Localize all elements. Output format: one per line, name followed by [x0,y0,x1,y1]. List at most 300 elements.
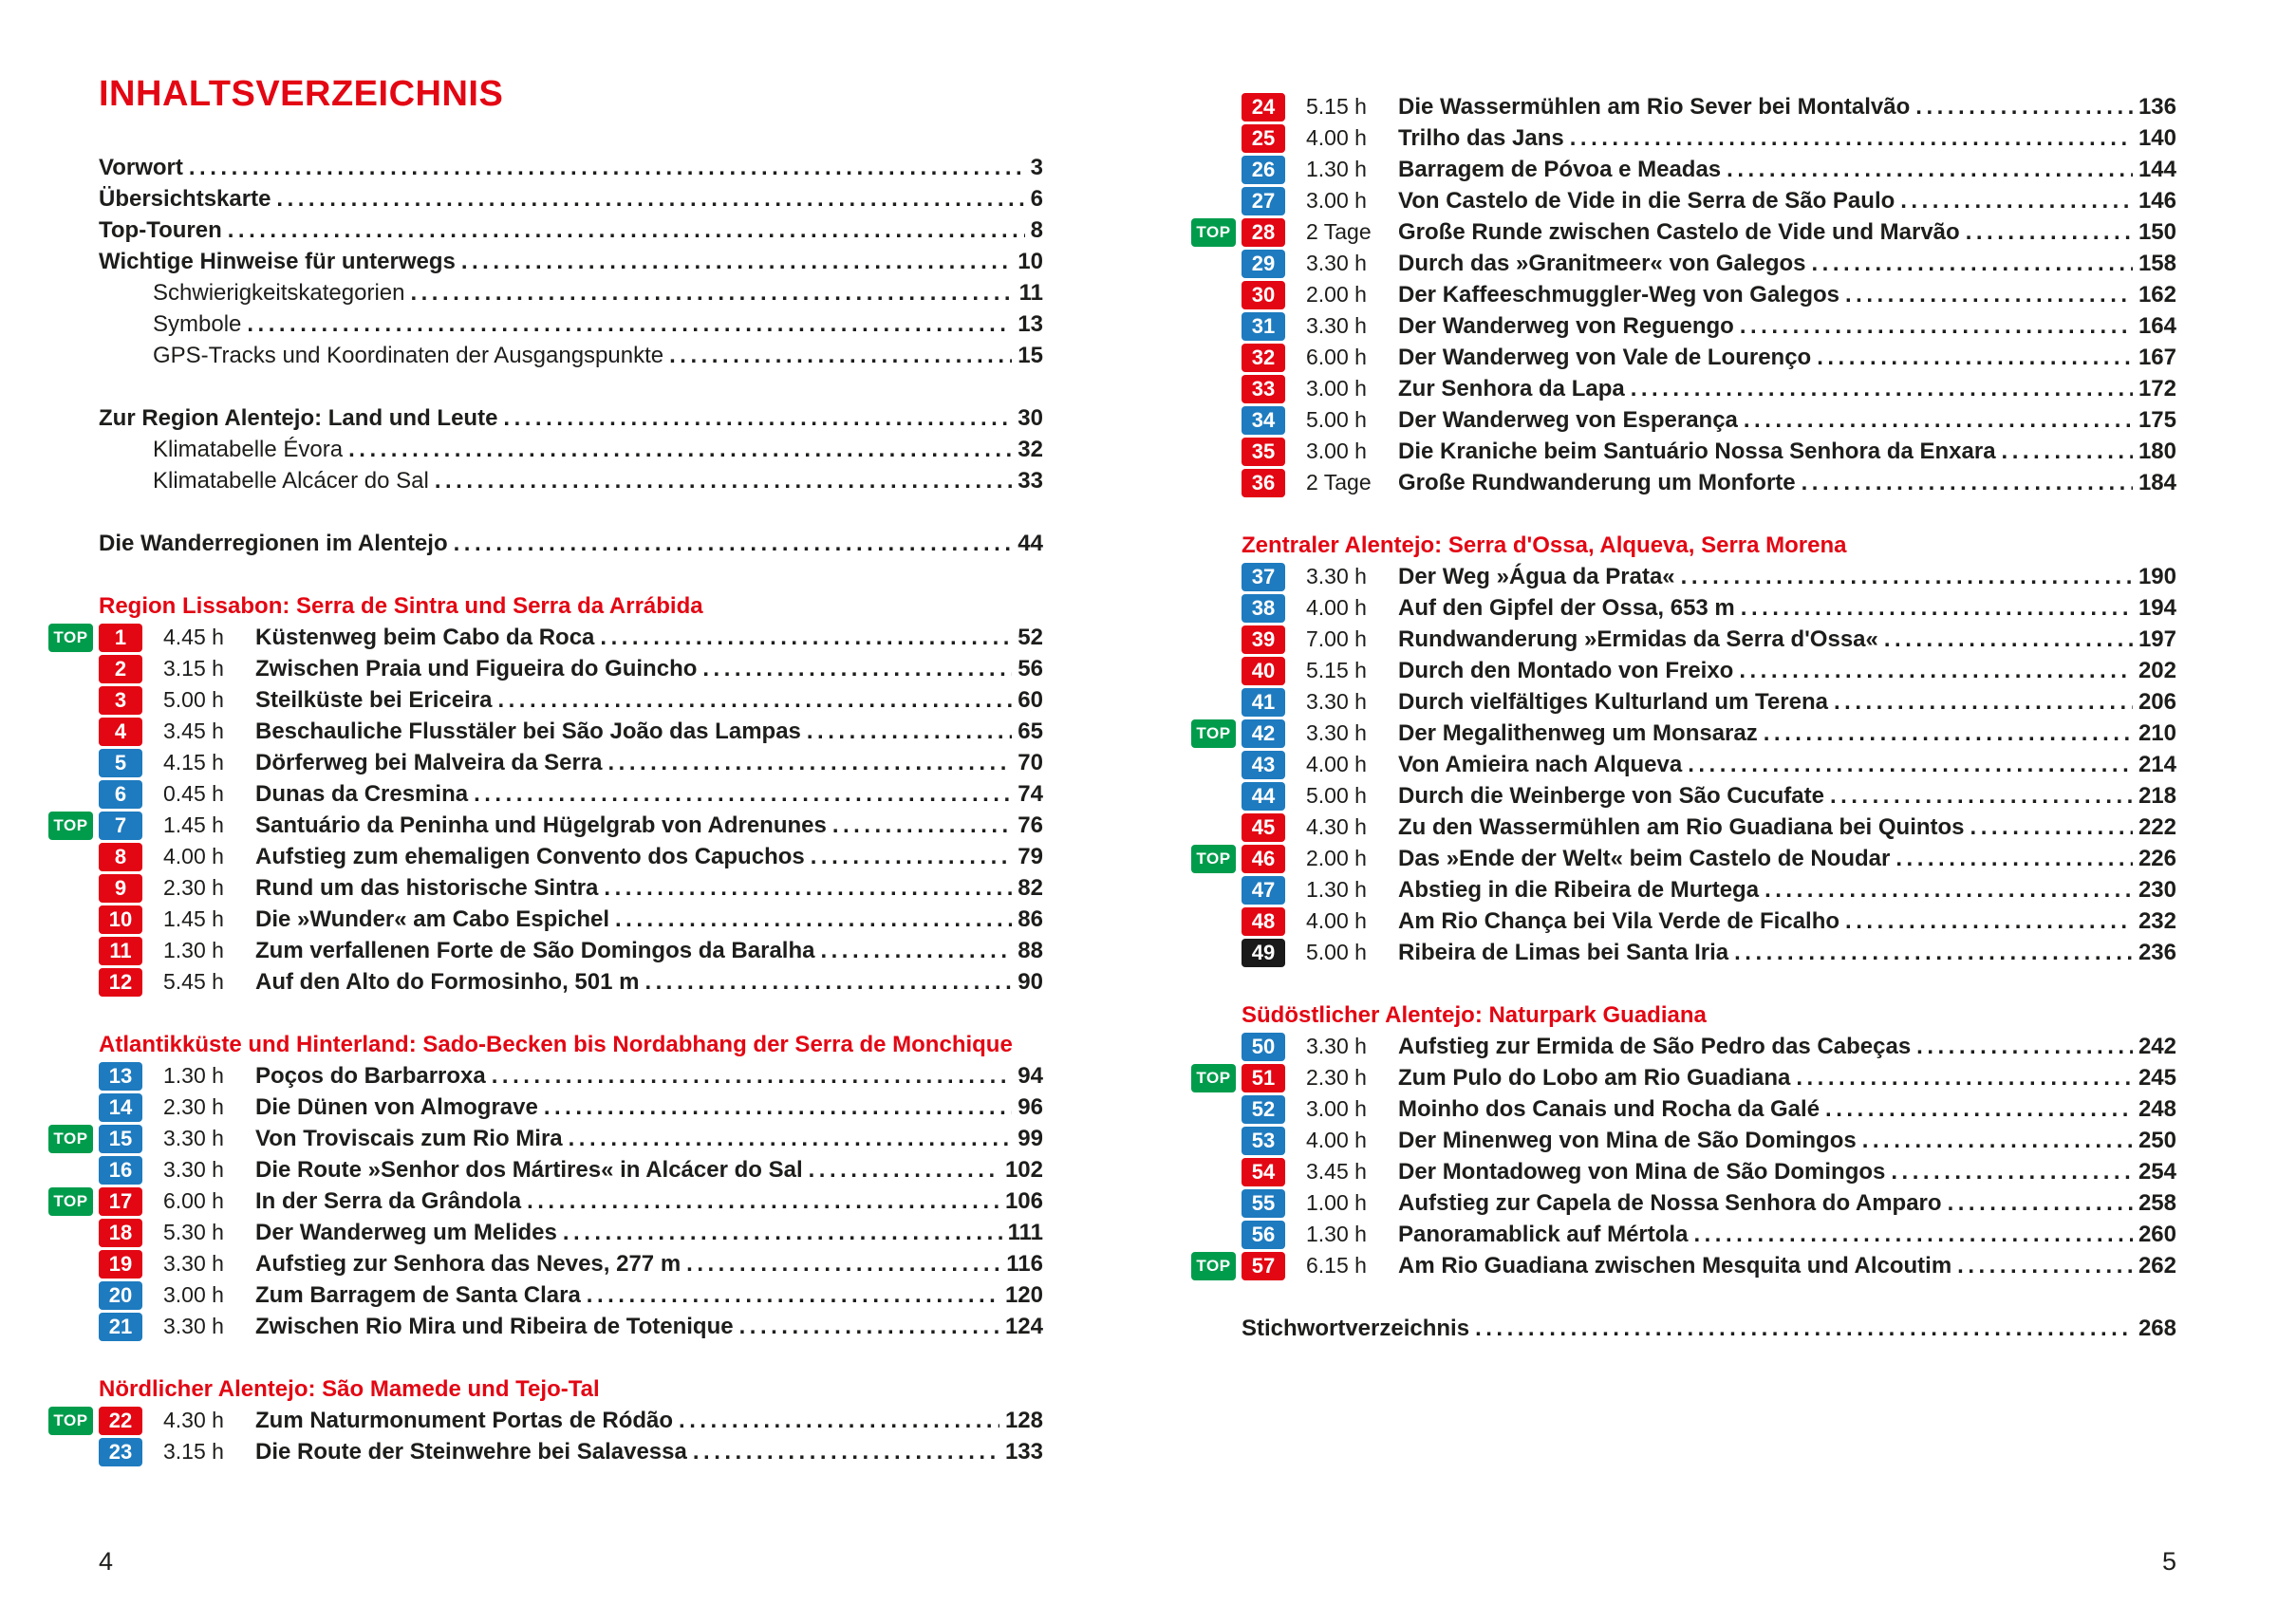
tour-duration: 1.30 h [163,1063,224,1088]
dot-leader [1631,373,2133,404]
tour-title: Auf den Gipfel der Ossa, 653 m [1398,595,1735,621]
dot-leader [1900,185,2133,216]
toc-entry [99,528,1043,559]
tour-title: Von Castelo de Vide in die Serra de São Paulo [1398,188,1895,214]
tour-entry [1242,561,2176,592]
tour-duration: 2.30 h [163,1094,224,1119]
dot-leader [739,1311,999,1342]
tour-number-badge: 13 [99,1062,142,1091]
page-right [1196,91,2176,1344]
entry-page-number: 15 [1018,343,1043,368]
tour-title: Aufstieg zur Senhora das Neves, 277 m [255,1251,682,1277]
entry-page-number: 33 [1018,468,1043,494]
dot-leader [604,872,1012,904]
tour-page-number: 175 [2138,407,2176,433]
tour-duration: 3.45 h [163,719,224,743]
tour-number-badge: 36 [1242,469,1285,497]
tour-duration: 4.00 h [1306,752,1367,776]
entry-page-number: 10 [1018,249,1043,274]
tour-duration: 6.15 h [1306,1253,1367,1278]
tour-title: Küstenweg beim Cabo da Roca [255,625,595,650]
tour-number-badge: 7 [99,812,142,840]
dot-leader [247,308,1012,340]
tour-page-number: 258 [2138,1190,2176,1216]
dot-leader [1811,248,2132,279]
tour-title: Santuário da Peninha und Hügelgrab von Adrenunes [255,812,827,838]
tour-number-badge: 44 [1242,782,1285,811]
tour-page-number: 262 [2138,1253,2176,1279]
tour-page-number: 90 [1018,969,1043,995]
tour-number-badge: 52 [1242,1095,1285,1124]
dot-leader [600,622,1012,653]
dot-leader [1862,1125,2133,1156]
toc-entry [99,308,1043,340]
tour-number-badge: 3 [99,686,142,715]
tour-title: Die Wassermühlen am Rio Sever bei Montalvão [1398,94,1911,120]
tour-number-badge: 17 [99,1187,142,1216]
dot-leader [669,340,1012,371]
tour-page-number: 60 [1018,687,1043,713]
tour-title: Der Weg »Água da Prata« [1398,564,1675,589]
tour-number-badge: 31 [1242,312,1285,341]
tour-page-number: 144 [2138,157,2176,182]
tour-number-badge: 38 [1242,594,1285,623]
dot-leader [1744,404,2133,436]
tour-number-badge: 23 [99,1438,142,1466]
tour-duration: 4.00 h [1306,908,1367,933]
tour-title: Zum verfallenen Forte de São Domingos da Baralha [255,938,815,963]
tour-page-number: 242 [2138,1034,2176,1059]
section-heading: Südöstlicher Alentejo: Naturpark Guadiana [1242,1002,1707,1028]
tour-page-number: 52 [1018,625,1043,650]
tour-number-badge: 24 [1242,93,1285,121]
tour-entry [99,1217,1043,1248]
tour-page-number: 82 [1018,875,1043,901]
tour-entry [1242,404,2176,436]
top-tour-badge: TOP [1191,1252,1236,1280]
tour-title: Die Route der Steinwehre bei Salavessa [255,1439,687,1465]
tour-entry [1242,1093,2176,1125]
tour-page-number: 172 [2138,376,2176,401]
tour-page-number: 74 [1018,781,1043,807]
tour-duration: 0.45 h [163,781,224,806]
page-left [53,74,1043,1467]
tour-duration: 4.00 h [1306,1128,1367,1152]
tour-duration: 3.30 h [163,1314,224,1338]
entry-label: Top-Touren [99,217,222,243]
tour-duration: 4.30 h [163,1408,224,1432]
tour-number-badge: 49 [1242,939,1285,967]
dot-leader [1845,279,2133,310]
tour-number-badge: 53 [1242,1127,1285,1155]
entry-label: Wichtige Hinweise für unterwegs [99,249,456,274]
tour-entry [1242,780,2176,812]
tour-page-number: 222 [2138,814,2176,840]
dot-leader [1734,937,2133,968]
dot-leader [497,684,1012,716]
tour-number-badge: 55 [1242,1189,1285,1218]
tour-number-badge: 1 [99,624,142,652]
tour-duration: 1.45 h [163,906,224,931]
tour-page-number: 254 [2138,1159,2176,1185]
dot-leader [1948,1187,2133,1219]
tour-number-badge: 35 [1242,438,1285,466]
dot-leader [1802,467,2133,498]
tour-duration: 6.00 h [163,1188,224,1213]
blank-line [1242,498,2176,530]
tour-duration: 3.30 h [1306,313,1367,338]
tour-duration: 5.30 h [163,1220,224,1244]
tour-number-badge: 25 [1242,124,1285,153]
tour-number-badge: 40 [1242,657,1285,685]
tour-entry [99,716,1043,747]
tour-entry [99,872,1043,904]
tour-title: Dunas da Cresmina [255,781,469,807]
tour-entry [1242,248,2176,279]
tour-title: Die »Wunder« am Cabo Espichel [255,906,609,932]
tour-duration: 4.00 h [1306,595,1367,620]
tour-duration: 3.00 h [1306,1096,1367,1121]
tour-page-number: 133 [1004,1439,1043,1465]
tour-title: Große Rundwanderung um Monforte [1398,470,1796,495]
tour-duration: 3.15 h [163,656,224,681]
tour-duration: 2 Tage [1306,470,1372,495]
page-number-right: 5 [2161,1547,2176,1576]
dot-leader [1739,655,2133,686]
tour-title: Moinho dos Canais und Rocha da Galé [1398,1096,1821,1122]
tour-entry [99,684,1043,716]
tour-page-number: 99 [1018,1126,1043,1151]
toc-entry [99,340,1043,371]
dot-leader [615,904,1012,935]
tour-entry [1196,843,2176,874]
tour-title: Zu den Wassermühlen am Rio Guadiana bei Quintos [1398,814,1965,840]
tour-number-badge: 5 [99,749,142,777]
tour-entry [1242,1219,2176,1250]
tour-number-badge: 47 [1242,876,1285,905]
tour-page-number: 96 [1018,1094,1043,1120]
top-tour-badge: TOP [1191,218,1236,247]
tour-page-number: 218 [2138,783,2176,809]
entry-page-number: 6 [1030,186,1043,212]
tour-title: Aufstieg zur Ermida de São Pedro das Cabeças [1398,1034,1912,1059]
dot-leader [1884,624,2133,655]
entry-page-number: 32 [1018,437,1043,462]
toc-entry [99,465,1043,496]
tour-entry [99,1248,1043,1279]
tour-title: Panoramablick auf Mértola [1398,1222,1689,1247]
tour-page-number: 146 [2138,188,2176,214]
tour-title: Am Rio Guadiana zwischen Mesquita und Alcoutim [1398,1253,1952,1279]
tour-duration: 5.00 h [1306,940,1367,964]
dot-leader [1765,874,2133,905]
dot-leader [492,1060,1013,1092]
tour-title: Am Rio Chança bei Vila Verde de Ficalho [1398,908,1840,934]
tour-page-number: 184 [2138,470,2176,495]
tour-entry [1242,310,2176,342]
tour-duration: 1.30 h [1306,157,1367,181]
tour-page-number: 136 [2138,94,2176,120]
tour-entry [99,1154,1043,1185]
dot-leader [1966,216,2133,248]
tour-title: Der Wanderweg von Esperança [1398,407,1738,433]
tour-duration: 4.30 h [1306,814,1367,839]
tour-page-number: 250 [2138,1128,2176,1153]
dot-leader [1830,780,2133,812]
tour-title: Rund um das historische Sintra [255,875,599,901]
tour-title: Von Amieira nach Alqueva [1398,752,1683,777]
top-tour-badge: TOP [48,1187,93,1216]
top-tour-badge: TOP [1191,719,1236,748]
tour-title: Trilho das Jans [1398,125,1564,151]
tour-title: Poços do Barbarroxa [255,1063,486,1089]
tour-duration: 3.45 h [1306,1159,1367,1184]
tour-title: Durch vielfältiges Kulturland um Terena [1398,689,1828,715]
entry-label: Die Wanderregionen im Alentejo [99,531,448,556]
tour-duration: 2.00 h [1306,846,1367,870]
tour-page-number: 236 [2138,940,2176,965]
dot-leader [410,277,1013,308]
tour-entry [99,841,1043,872]
tour-page-number: 202 [2138,658,2176,683]
tour-page-number: 94 [1018,1063,1043,1089]
tour-number-badge: 22 [99,1407,142,1435]
tour-entry [1242,592,2176,624]
tour-page-number: 210 [2138,720,2176,746]
tour-duration: 3.15 h [163,1439,224,1464]
toc-entry [99,246,1043,277]
tour-title: Aufstieg zum ehemaligen Convento dos Capuchos [255,844,805,869]
tour-page-number: 248 [2138,1096,2176,1122]
tour-entry [53,1123,1043,1154]
top-tour-badge: TOP [48,1125,93,1153]
tour-number-badge: 6 [99,780,142,809]
tour-entry [1196,1250,2176,1281]
tour-page-number: 124 [1004,1314,1043,1339]
dot-leader [1681,561,2133,592]
tour-entry [1242,655,2176,686]
tour-title: Zwischen Praia und Figueira do Guincho [255,656,698,681]
blank-line [1242,1281,2176,1313]
tour-duration: 7.00 h [1306,626,1367,651]
tour-page-number: 116 [1006,1251,1043,1277]
entry-page-number: 8 [1030,217,1043,243]
toc-entry [99,215,1043,246]
dot-leader [474,778,1012,810]
tour-entry [1242,874,2176,905]
entry-page-number: 13 [1018,311,1043,337]
tour-duration: 3.00 h [1306,439,1367,463]
tour-page-number: 102 [1004,1157,1043,1183]
dot-leader [607,747,1012,778]
dot-leader [228,215,1025,246]
tour-duration: 3.30 h [163,1157,224,1182]
section-heading: Atlantikküste und Hinterland: Sado-Becken bis Nordabhang der Serra de Monchique [99,1032,1013,1057]
tour-entry [99,653,1043,684]
tour-number-badge: 32 [1242,344,1285,372]
tour-page-number: 88 [1018,938,1043,963]
tour-number-badge: 2 [99,655,142,683]
tour-page-number: 111 [1007,1220,1043,1245]
tour-number-badge: 50 [1242,1033,1285,1061]
toc-entry [99,152,1043,183]
tour-title: Steilküste bei Ericeira [255,687,493,713]
tour-title: In der Serra da Grândola [255,1188,522,1214]
blank-line [99,998,1043,1029]
entry-label: Schwierigkeitskategorien [153,280,405,306]
tour-page-number: 140 [2138,125,2176,151]
tour-number-badge: 12 [99,968,142,997]
dot-leader [348,434,1012,465]
tour-duration: 4.00 h [1306,125,1367,150]
tour-page-number: 79 [1018,844,1043,869]
tour-number-badge: 10 [99,905,142,934]
tour-entry [1242,686,2176,718]
tour-duration: 3.30 h [1306,251,1367,275]
entry-page-number: 11 [1018,280,1043,306]
tour-number-badge: 8 [99,843,142,871]
tour-title: Beschauliche Flusstäler bei São João das Lampas [255,719,801,744]
toc-column-right [1196,91,2176,1344]
dot-leader [1741,592,2133,624]
tour-number-badge: 4 [99,718,142,746]
tour-number-badge: 54 [1242,1158,1285,1186]
dot-leader [276,183,1024,215]
section-heading: Nördlicher Alentejo: São Mamede und Tejo-Tal [99,1376,600,1402]
tour-number-badge: 9 [99,874,142,903]
dot-leader [1727,154,2133,185]
tour-number-badge: 43 [1242,751,1285,779]
tour-entry [1242,812,2176,843]
tour-page-number: 150 [2138,219,2176,245]
tour-page-number: 120 [1004,1282,1043,1308]
tour-title: Der Megalithenweg um Monsaraz [1398,720,1758,746]
tour-duration: 6.00 h [1306,345,1367,369]
dot-leader [1693,1219,2133,1250]
tour-title: Der Minenweg von Mina de São Domingos [1398,1128,1857,1153]
toc-entry [99,402,1043,434]
dot-leader [679,1405,999,1436]
tour-number-badge: 28 [1242,218,1285,247]
tour-page-number: 86 [1018,906,1043,932]
tour-title: Auf den Alto do Formosinho, 501 m [255,969,640,995]
page-title: INHALTSVERZEICHNIS [99,74,504,114]
tour-title: Dörferweg bei Malveira da Serra [255,750,603,775]
tour-page-number: 106 [1004,1188,1043,1214]
section-heading: Region Lissabon: Serra de Sintra und Serra da Arrábida [99,593,703,619]
dot-leader [454,528,1013,559]
entry-label: Stichwortverzeichnis [1242,1316,1470,1341]
tour-title: Der Wanderweg von Vale de Lourenço [1398,345,1812,370]
tour-number-badge: 33 [1242,375,1285,403]
tour-duration: 5.45 h [163,969,224,994]
dot-leader [1570,122,2133,154]
tour-number-badge: 18 [99,1219,142,1247]
section-heading: Zentraler Alentejo: Serra d'Ossa, Alqueva, Serra Morena [1242,532,1847,558]
tour-entry [1242,1156,2176,1187]
tour-duration: 2.30 h [1306,1065,1367,1090]
toc-entry [99,277,1043,308]
entry-label: Übersichtskarte [99,186,271,212]
tour-title: Zum Barragem de Santa Clara [255,1282,581,1308]
tour-number-badge: 26 [1242,156,1285,184]
dot-leader [503,402,1012,434]
toc-entry [99,434,1043,465]
tour-duration: 1.30 h [1306,877,1367,902]
tour-number-badge: 57 [1242,1252,1285,1280]
tour-entry [1242,1187,2176,1219]
tour-title: Barragem de Póvoa e Meadas [1398,157,1722,182]
dot-leader [2002,436,2133,467]
tour-entry [1242,1031,2176,1062]
tour-number-badge: 34 [1242,406,1285,435]
tour-entry [1242,937,2176,968]
dot-leader [1475,1313,2133,1344]
tour-number-badge: 21 [99,1313,142,1341]
dot-leader [1957,1250,2133,1281]
dot-leader [686,1248,1000,1279]
tour-title: Abstieg in die Ribeira de Murtega [1398,877,1760,903]
dot-leader [1916,1031,2133,1062]
tour-entry [1242,467,2176,498]
entry-label: Vorwort [99,155,183,180]
dot-leader [1796,1062,2133,1093]
tour-duration: 4.15 h [163,750,224,775]
tour-number-badge: 19 [99,1250,142,1279]
tour-entry [99,1436,1043,1467]
entry-label: GPS-Tracks und Koordinaten der Ausgangspunkte [153,343,664,368]
tour-entry [1196,1062,2176,1093]
tour-entry [1242,185,2176,216]
tour-number-badge: 39 [1242,625,1285,654]
tour-title: Der Montadoweg von Mina de São Domingos [1398,1159,1886,1185]
tour-duration: 5.15 h [1306,94,1367,119]
tour-duration: 3.30 h [163,1126,224,1150]
dot-leader [811,841,1013,872]
tour-title: Durch das »Granitmeer« von Galegos [1398,251,1806,276]
dot-leader [544,1092,1012,1123]
tour-number-badge: 14 [99,1093,142,1122]
dot-leader [1915,91,2133,122]
dot-leader [1688,749,2133,780]
tour-title: Zum Naturmonument Portas de Ródão [255,1408,674,1433]
dot-leader [435,465,1012,496]
tour-duration: 3.30 h [1306,689,1367,714]
dot-leader [820,935,1012,966]
dot-leader [1891,1156,2133,1187]
tour-number-badge: 20 [99,1281,142,1310]
tour-duration: 5.00 h [163,687,224,712]
tour-duration: 3.30 h [1306,564,1367,588]
tour-entry [99,966,1043,998]
tour-duration: 3.30 h [1306,720,1367,745]
dot-leader [587,1279,999,1311]
entry-label: Zur Region Alentejo: Land und Leute [99,405,498,431]
tour-page-number: 164 [2138,313,2176,339]
tour-duration: 5.15 h [1306,658,1367,682]
tour-title: Die Dünen von Almograve [255,1094,538,1120]
dot-leader [461,246,1012,277]
dot-leader [189,152,1025,183]
tour-number-badge: 27 [1242,187,1285,215]
toc-column-left [53,152,1043,1467]
tour-number-badge: 41 [1242,688,1285,717]
dot-leader [563,1217,1002,1248]
tour-entry [1242,91,2176,122]
dot-leader [527,1185,999,1217]
top-tour-badge: TOP [48,1407,93,1435]
tour-duration: 5.00 h [1306,783,1367,808]
